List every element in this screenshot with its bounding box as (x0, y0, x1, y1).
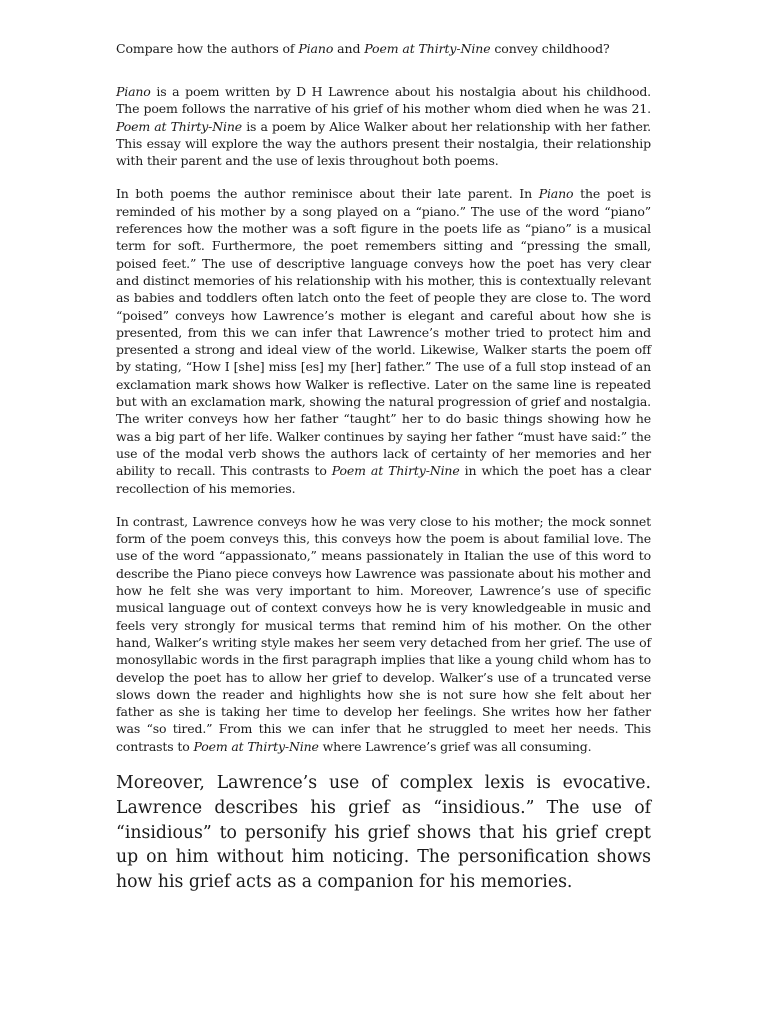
essay-question-title (116, 40, 651, 58)
essay-paragraph-4 (116, 771, 651, 895)
paragraph-text: In contrast, Lawrence conveys how he was very close to his mother; the mock sonnet form of the poem conveys this, this conveys how the poem is about familial love. The use of the word “appassionato,” means passionately in Italian the use of this word to describe the Piano piece conveys how Lawrence was passionate about his mother and how he felt she was very important to him. Moreover, Lawrence’s use of specific musical language out of context conveys how he is very knowledgeable in music and feels very strongly for musical terms that remind him of his mother. On the other hand, Walker’s writing style makes her seem very detached from her grief. The use of monosyllabic words in the first paragraph implies that like a young child whom has to develop the poet has to allow her grief to develop. Walker’s use of a truncated verse slows down the reader and highlights how she is not sure how she felt about her father as she is taking her time to develop her feelings. She writes how her father was “so tired.” From this we can infer that he struggled to meet her needs. This contrasts to (116, 513, 651, 754)
essay-body (116, 83, 651, 895)
title-text: and (333, 41, 365, 56)
paragraph-text: where Lawrence’s grief was all consuming. (318, 738, 592, 754)
poem-title-italic: Poem at Thirty-Nine (193, 738, 319, 754)
paragraph-text: is a poem written by D H Lawrence about his nostalgia about his childhood. The poem follows the narrative of his grief of his mother whom died when he was 21. (116, 84, 651, 117)
paragraph-text: is a poem by Alice Walker about her relationship with her father. This essay will explore the way the authors present their nostalgia, their relationship with their parent and the use of lexis throughout both poems. (116, 118, 651, 169)
document-page (116, 40, 651, 911)
paragraph-text: the poet is reminded of his mother by a song played on a “piano.” The use of the word “piano” references how the mother was a soft figure in the poets life as “piano” is a musical term for soft. Furthermore, the poet remembers sitting and “pressing the small, poised feet.” The use of descriptive language conveys how the poet has very clear and distinct memories of his relationship with his mother, this is contextually relevant as babies and toddlers often latch onto the feet of people they are close to. The word “poised” conveys how Lawrence’s mother is elegant and careful about how she is presented, from this we can infer that Lawrence’s mother tried to protect him and presented a strong and ideal view of the world. Likewise, Walker starts the poem off by stating, “How I [she] miss [es] my [her] father.” The use of a full stop instead of an exclamation mark shows how Walker is reflective. Later on the same line is repeated but with an exclamation mark, showing the natural progression of grief and nostalgia. The writer conveys how her father “taught” her to do basic things showing how he was a big part of her life. Walker continues by saying her father “must have said:” the use of the modal verb shows the authors lack of certainty of her memories and her ability to recall. This contrasts to (116, 186, 652, 479)
essay-paragraph-3 (116, 513, 651, 755)
title-poem-thirty-nine: Poem at Thirty-Nine (364, 41, 491, 56)
title-poem-piano: Piano (298, 41, 334, 56)
poem-title-italic: Poem at Thirty-Nine (331, 463, 460, 479)
poem-title-italic: Piano (116, 84, 151, 99)
paragraph-text: in which the poet has a clear recollection of his memories. (116, 463, 651, 496)
paragraph-text: Moreover, Lawrence’s use of complex lexis is evocative. Lawrence describes his grief as “insidious.” The use of “insidious” to personify his grief shows that his grief crept up on him without him noticing. The personification shows how his grief acts as a companion for his memories. (116, 772, 651, 893)
poem-title-italic: Poem at Thirty-Nine (116, 118, 243, 134)
title-text: Compare how the authors of (116, 41, 299, 56)
essay-paragraph-1 (116, 83, 651, 169)
essay-paragraph-2 (116, 185, 651, 496)
paragraph-text: In both poems the author reminisce about their late parent. In (116, 186, 539, 202)
title-text: convey childhood? (490, 41, 610, 56)
poem-title-italic: Piano (538, 186, 574, 202)
